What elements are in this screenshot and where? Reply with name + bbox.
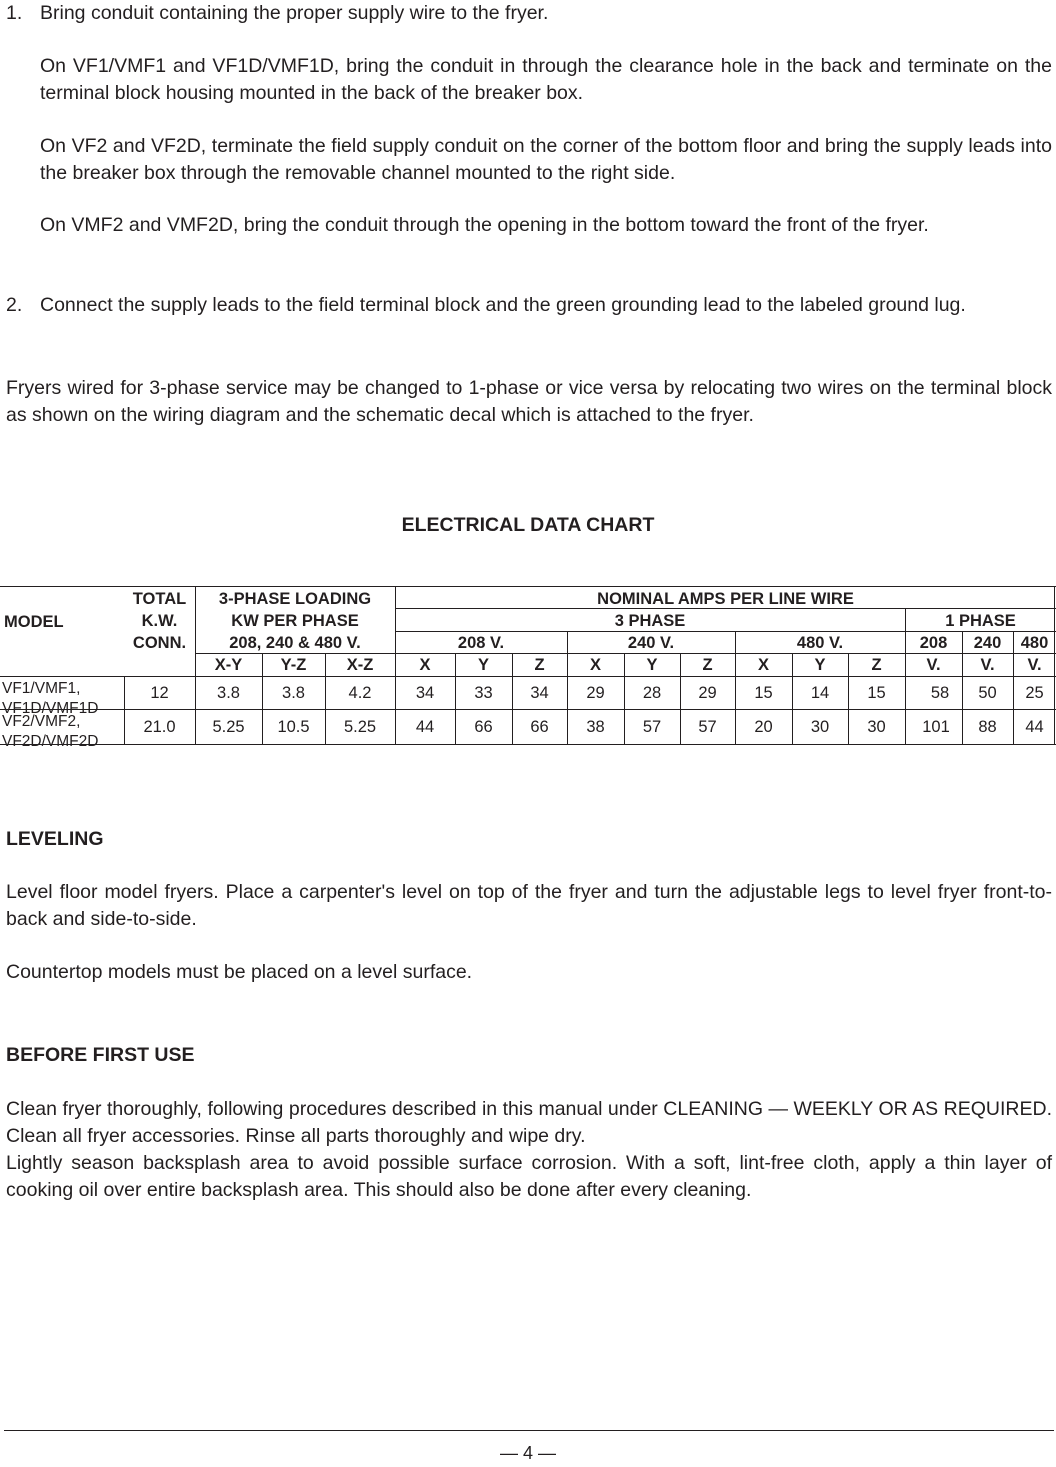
table-cell: 3.8 bbox=[217, 684, 240, 702]
header-208v: 208 V. bbox=[457, 634, 505, 652]
table-cell: 21.0 bbox=[143, 718, 176, 736]
header-model: MODEL bbox=[4, 613, 64, 631]
header-x-z: X-Z bbox=[346, 656, 374, 674]
table-cell: 14 bbox=[810, 684, 830, 702]
header-1-phase: 1 PHASE bbox=[945, 612, 1016, 630]
header-1-phase-480: 480 bbox=[1020, 634, 1049, 652]
before-first-use-paragraph-1: Clean fryer thoroughly, following procedures described in this manual under CLEANING — WEEKLY OR AS REQUIRED. Clean all fryer accessories. Rinse all parts thoroughly and wipe dry. bbox=[6, 1098, 1052, 1147]
header-480v: 480 V. bbox=[796, 634, 844, 652]
leveling-heading: LEVELING bbox=[6, 828, 104, 850]
header-z: Z bbox=[871, 656, 882, 674]
header-z: Z bbox=[702, 656, 713, 674]
header-y: Y bbox=[814, 656, 826, 674]
table-cell: 30 bbox=[867, 718, 886, 736]
table-row-model: VF1/VMF1, bbox=[2, 680, 81, 697]
table-rule bbox=[0, 744, 1056, 745]
header-3-phase-loading: 208, 240 & 480 V. bbox=[229, 634, 361, 652]
header-total-kw: CONN. bbox=[132, 634, 187, 652]
header-x: X bbox=[419, 656, 431, 674]
step-number: 1. bbox=[6, 2, 23, 24]
table-cell: 3.8 bbox=[282, 684, 305, 702]
table-cell: 20 bbox=[754, 718, 773, 736]
table-cell: 28 bbox=[642, 684, 662, 702]
chart-title: ELECTRICAL DATA CHART bbox=[401, 514, 655, 536]
page-number: — 4 — bbox=[499, 1443, 556, 1463]
table-cell: 29 bbox=[586, 684, 605, 702]
table-rule bbox=[395, 631, 1056, 632]
header-total-kw: K.W. bbox=[141, 612, 178, 630]
table-cell: 88 bbox=[978, 718, 997, 736]
table-cell: 25 bbox=[1025, 684, 1044, 702]
table-row-model: VF2/VMF2, bbox=[2, 713, 81, 730]
table-cell: 5.25 bbox=[343, 718, 377, 736]
step-number: 2. bbox=[6, 294, 23, 316]
table-cell: 44 bbox=[1025, 718, 1044, 736]
header-y: Y bbox=[477, 656, 489, 674]
table-rule bbox=[0, 676, 1056, 677]
table-cell: 57 bbox=[698, 718, 717, 736]
table-cell: 66 bbox=[530, 718, 549, 736]
header-y-z: Y-Z bbox=[280, 656, 307, 674]
header-v: V. bbox=[980, 656, 995, 674]
leveling-paragraph-2: Countertop models must be placed on a level surface. bbox=[6, 961, 473, 983]
table-cell: 34 bbox=[415, 684, 435, 702]
table-cell: 34 bbox=[530, 684, 549, 702]
footer-rule bbox=[4, 1430, 1054, 1431]
header-v: V. bbox=[1027, 656, 1042, 674]
table-cell: 15 bbox=[867, 684, 886, 702]
step-1-paragraph-1: Bring conduit containing the proper supply wire to the fryer. bbox=[40, 2, 549, 24]
header-nominal-amps: NOMINAL AMPS PER LINE WIRE bbox=[597, 590, 854, 608]
table-cell: 29 bbox=[698, 684, 717, 702]
table-cell: 15 bbox=[754, 684, 773, 702]
table-cell: 66 bbox=[474, 718, 493, 736]
table-cell: 58 bbox=[930, 684, 950, 702]
electrical-data-chart bbox=[0, 586, 1056, 750]
header-x: X bbox=[589, 656, 601, 674]
step-2-paragraph-1: Connect the supply leads to the field terminal block and the green grounding lead to the labeled ground lug. bbox=[40, 294, 966, 316]
header-v: V. bbox=[926, 656, 941, 674]
header-3-phase-loading: 3-PHASE LOADING bbox=[218, 590, 372, 608]
header-1-phase-240: 240 bbox=[973, 634, 1002, 652]
table-cell: 101 bbox=[922, 718, 950, 736]
before-first-use-heading: BEFORE FIRST USE bbox=[6, 1044, 195, 1066]
header-1-phase-208: 208 bbox=[919, 634, 948, 652]
step-1-paragraph-4: On VMF2 and VMF2D, bring the conduit through the opening in the bottom toward the front of the fryer. bbox=[40, 214, 929, 236]
table-cell: 30 bbox=[810, 718, 830, 736]
table-row-model: VF2D/VMF2D bbox=[2, 733, 99, 750]
rewiring-note: Fryers wired for 3-phase service may be changed to 1-phase or vice versa by relocating two wires on the terminal block as shown on the wiring diagram and the schematic decal which is attached to the fryer. bbox=[6, 377, 1052, 426]
header-x: X bbox=[757, 656, 769, 674]
header-y: Y bbox=[646, 656, 658, 674]
header-total-kw: TOTAL bbox=[132, 590, 187, 608]
header-3-phase-loading: KW PER PHASE bbox=[231, 612, 359, 630]
table-row-model: VF1D/VMF1D bbox=[2, 700, 99, 717]
table-cell: 10.5 bbox=[277, 718, 310, 736]
header-3-phase: 3 PHASE bbox=[614, 612, 686, 630]
table-cell: 38 bbox=[586, 718, 605, 736]
table-cell: 4.2 bbox=[348, 684, 372, 702]
step-1-paragraph-3: On VF2 and VF2D, terminate the field supply conduit on the corner of the bottom floor and bring the supply leads into the breaker box through the removable channel mounted to the right side. bbox=[40, 135, 1052, 184]
header-x-y: X-Y bbox=[214, 656, 243, 674]
table-cell: 33 bbox=[474, 684, 493, 702]
step-1-paragraph-2: On VF1/VMF1 and VF1D/VMF1D, bring the conduit in through the clearance hole in the back and terminate on the terminal block housing mounted in the back of the breaker box. bbox=[40, 55, 1052, 104]
table-cell: 50 bbox=[978, 684, 997, 702]
table-rule bbox=[0, 709, 1056, 710]
header-240v: 240 V. bbox=[627, 634, 675, 652]
before-first-use-paragraph-2: Lightly season backsplash area to avoid possible surface corrosion. With a soft, lint-free cloth, apply a thin layer of cooking oil over entire backsplash area. This should also be done after every cleaning. bbox=[6, 1152, 1052, 1201]
table-cell: 57 bbox=[642, 718, 662, 736]
leveling-paragraph-1: Level floor model fryers. Place a carpenter's level on top of the fryer and turn the adjustable legs to level fryer front-to-back and side-to-side. bbox=[6, 881, 1052, 930]
table-cell: 44 bbox=[415, 718, 435, 736]
header-z: Z bbox=[534, 656, 545, 674]
table-cell: 5.25 bbox=[212, 718, 245, 736]
table-rule bbox=[0, 586, 1056, 587]
table-cell: 12 bbox=[150, 684, 169, 702]
